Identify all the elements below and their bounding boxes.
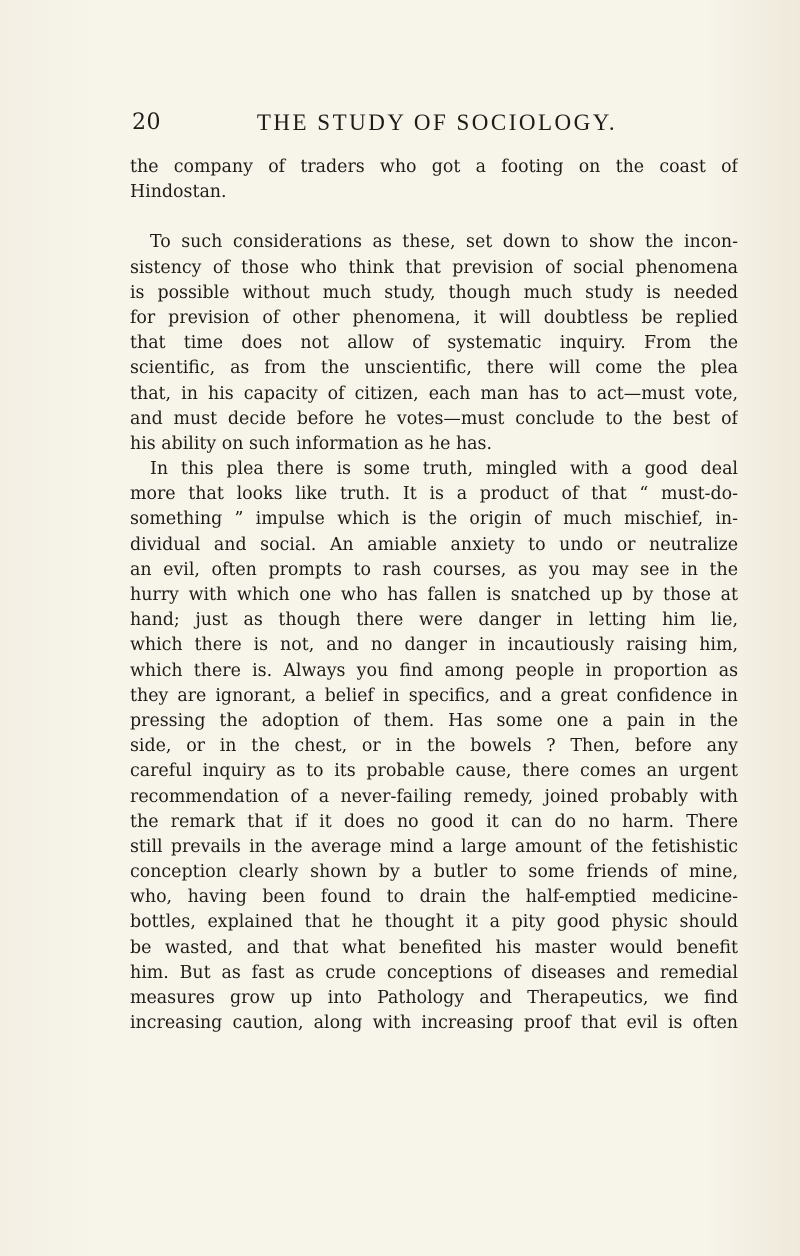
text-line: measures grow up into Pathology and Therapeutics, we find (130, 988, 738, 1008)
text-line: him. But as fast as crude conceptions of diseases and remedial (130, 962, 738, 983)
text-line: bottles, explained that he thought it a pity good physic should (130, 912, 738, 933)
text-line: side, or in the chest, or in the bowels ? Then, before any (130, 736, 738, 757)
text-line: an evil, often prompts to rash courses, as you may see in the (130, 559, 738, 580)
text-line: and must decide before he votes—must conclude to the best of (130, 408, 738, 429)
text-line: scientific, as from the unscientific, there will come the plea (130, 358, 738, 379)
text-line: recommendation of a never-failing remedy, joined probably with (130, 786, 738, 807)
text-line: the remark that if it does no good it can do no harm. There (130, 811, 738, 832)
text-line: conception clearly shown by a butler to some friends of mine, (130, 862, 738, 883)
text-line: In this plea there is some truth, mingled with a good deal (150, 459, 738, 480)
paragraph (130, 457, 738, 1036)
text-line: who, having been found to drain the half-emptied medicine- (130, 887, 738, 908)
text-line: sistency of those who think that prevision of social phenomena (130, 257, 738, 278)
text-line: his ability on such information as he has. (130, 433, 492, 454)
text-line: the company of traders who got a footing on the coast of (130, 157, 738, 177)
text-line: they are ignorant, a belief in specifics, and a great confidence in (130, 685, 738, 706)
text-line: something ” impulse which is the origin of much mischief, in- (130, 509, 738, 530)
text-line: still prevails in the average mind a large amount of the fetishistic (130, 836, 738, 857)
text-line: hand; just as though there were danger in letting him lie, (130, 610, 738, 631)
text-line: which there is. Always you find among people in proportion as (130, 660, 738, 681)
text-line: for prevision of other phenomena, it will doubtless be replied (130, 307, 738, 328)
text-line: Hindostan. (130, 182, 227, 203)
text-line: be wasted, and that what benefited his master would benefit (130, 937, 738, 958)
text-line: that, in his capacity of citizen, each man has to act—must vote, (130, 383, 738, 404)
body-text (130, 155, 738, 1036)
text-line: which there is not, and no danger in incautiously raising him, (130, 635, 738, 656)
text-line: hurry with which one who has fallen is snatched up by those at (130, 585, 738, 605)
paragraph (130, 155, 738, 205)
text-line: that time does not allow of systematic inquiry. From the (130, 333, 738, 354)
page-header (132, 110, 732, 140)
text-line: careful inquiry as to its probable cause, there comes an urgent (130, 761, 738, 782)
paragraph-gap (130, 205, 738, 230)
running-title: THE STUDY OF SOCIOLOGY. (256, 110, 618, 135)
text-line: more that looks like truth. It is a product of that “ must-do- (130, 484, 738, 505)
text-line: increasing caution, along with increasing proof that evil is often (130, 1013, 738, 1034)
text-line: To such considerations as these, set down to show the incon- (150, 232, 738, 253)
paragraph (130, 230, 738, 457)
page-number: 20 (132, 110, 161, 135)
text-line: dividual and social. An amiable anxiety to undo or neutralize (130, 534, 738, 555)
text-line: is possible without much study, though much study is needed (130, 282, 738, 303)
text-line: pressing the adoption of them. Has some one a pain in the (130, 710, 738, 731)
